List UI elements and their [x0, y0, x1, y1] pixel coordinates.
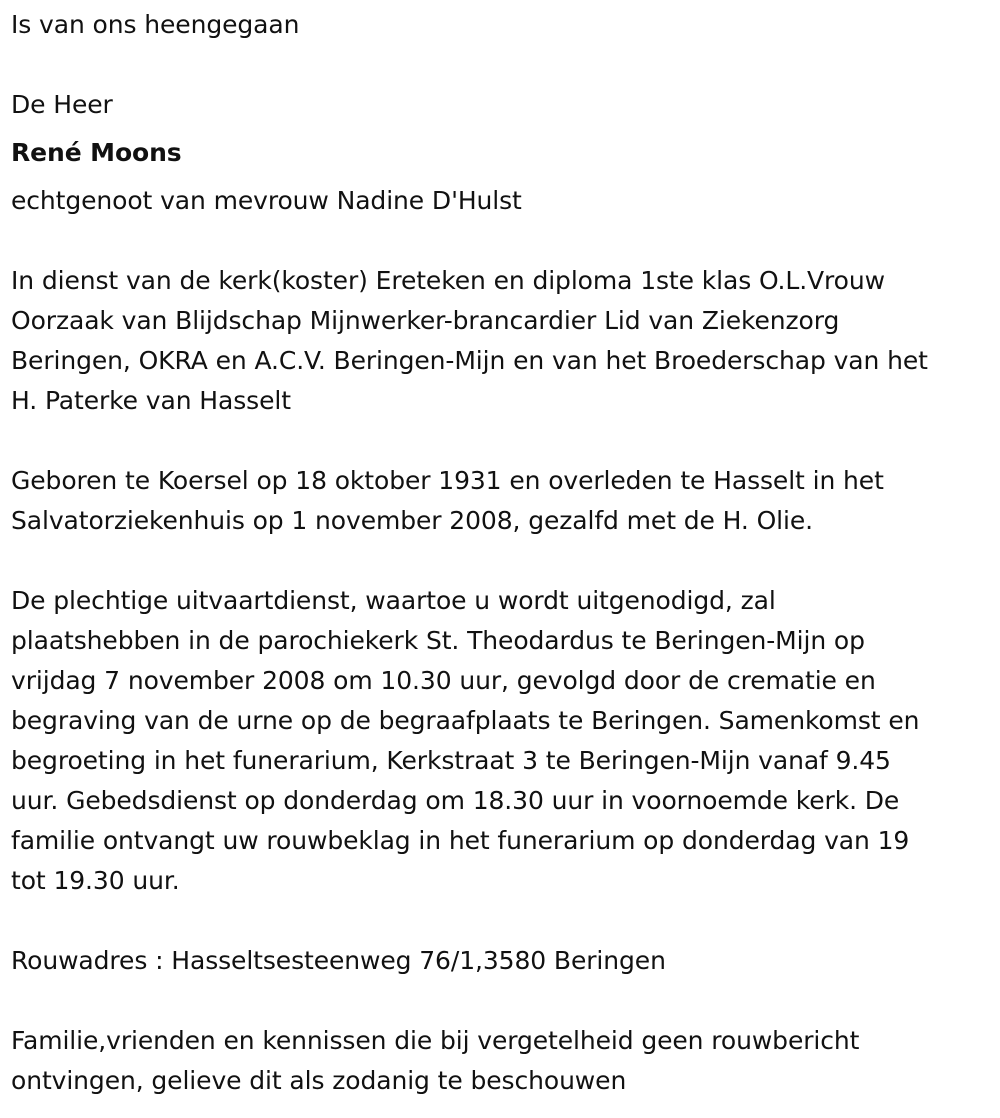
funeral-paragraph	[11, 581, 993, 901]
birth-line: Salvatorziekenhuis op 1 november 2008, gezalfd met de H. Olie.	[11, 506, 814, 535]
birth-line: Geboren te Koersel op 18 oktober 1931 en overleden te Hasselt in het	[11, 466, 884, 495]
funeral-line: begroeting in het funerarium, Kerkstraat 3 te Beringen-Mijn vanaf 9.45	[11, 746, 891, 775]
address-line: Rouwadres : Hasseltsesteenweg 76/1,3580 Beringen	[11, 946, 666, 975]
family-line: Familie,vrienden en kennissen die bij vergetelheid geen rouwbericht	[11, 1026, 860, 1055]
intro-text: Is van ons heengegaan	[11, 10, 300, 39]
funeral-line: familie ontvangt uw rouwbeklag in het funerarium op donderdag van 19	[11, 826, 910, 855]
funeral-line: begraving van de urne op de begraafplaats te Beringen. Samenkomst en	[11, 706, 920, 735]
service-line: Oorzaak van Blijdschap Mijnwerker-brancardier Lid van Ziekenzorg	[11, 306, 840, 335]
honorific-title: De Heer	[11, 90, 113, 119]
spouse-text: echtgenoot van mevrouw Nadine D'Hulst	[11, 186, 522, 215]
funeral-line: De plechtige uitvaartdienst, waartoe u wordt uitgenodigd, zal	[11, 586, 776, 615]
service-line: Beringen, OKRA en A.C.V. Beringen-Mijn en van het Broederschap van het	[11, 346, 928, 375]
service-paragraph	[11, 261, 993, 421]
service-line: In dienst van de kerk(koster) Ereteken en diploma 1ste klas O.L.Vrouw	[11, 266, 885, 295]
deceased-name: René Moons	[11, 138, 182, 167]
family-line: ontvingen, gelieve dit als zodanig te beschouwen	[11, 1066, 627, 1095]
funeral-line: plaatshebben in de parochiekerk St. Theodardus te Beringen-Mijn op	[11, 626, 865, 655]
funeral-line: uur. Gebedsdienst op donderdag om 18.30 uur in voornoemde kerk. De	[11, 786, 900, 815]
family-note-paragraph	[11, 1021, 993, 1101]
funeral-line: vrijdag 7 november 2008 om 10.30 uur, gevolgd door de crematie en	[11, 666, 876, 695]
birth-death-paragraph	[11, 461, 993, 541]
mourning-address	[11, 941, 993, 981]
funeral-line: tot 19.30 uur.	[11, 866, 180, 895]
service-line: H. Paterke van Hasselt	[11, 386, 291, 415]
